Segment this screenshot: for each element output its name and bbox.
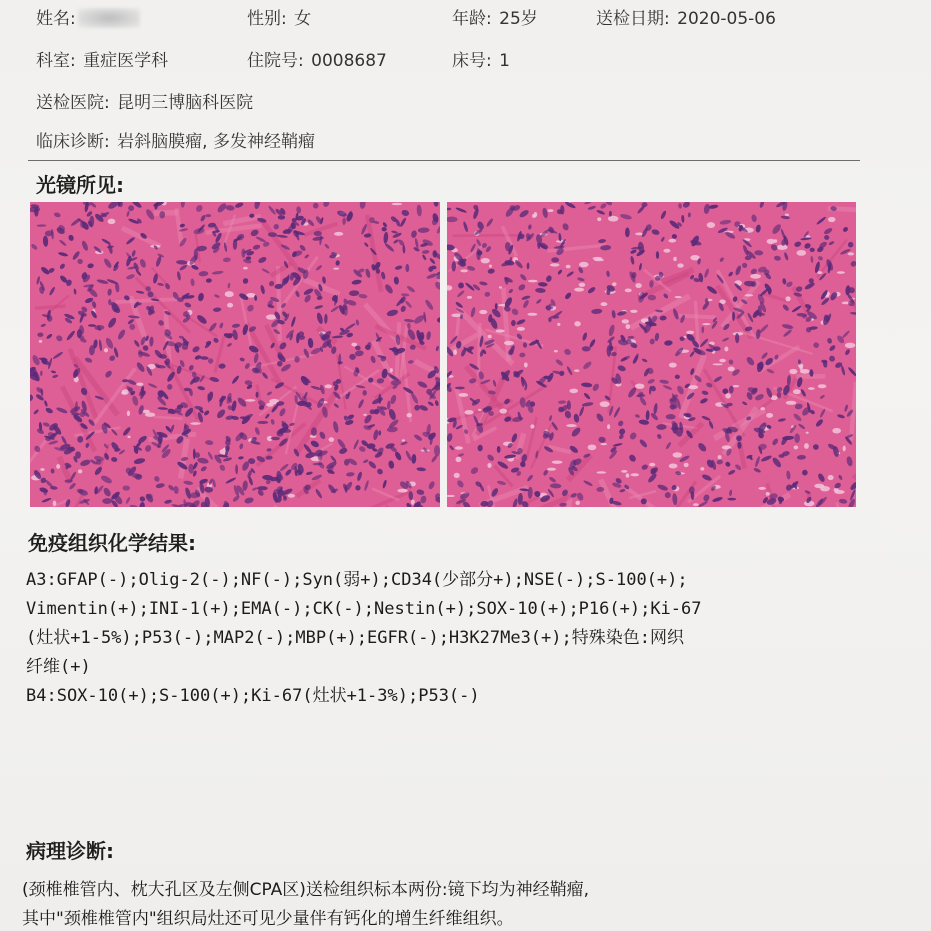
bed-number-field (452, 46, 510, 71)
clinical-diagnosis-field (36, 127, 315, 152)
department-field (36, 46, 168, 71)
diagnosis-line: (颈椎椎管内、枕大孔区及左侧CPA区)送检组织标本两份:镜下均为神经鞘瘤, (22, 880, 590, 900)
hospital-label: 送检医院: (36, 93, 110, 113)
inpatient-number-field (247, 46, 387, 71)
clinical-value: 岩斜脑膜瘤, 多发神经鞘瘤 (117, 132, 315, 152)
ihc-line: 纤维(+) (26, 657, 91, 677)
he-stain-image-1 (30, 202, 440, 507)
date-value: 2020-05-06 (677, 9, 776, 29)
bed-value: 1 (499, 51, 510, 71)
gender-field (247, 4, 311, 29)
ihc-results (26, 566, 906, 711)
micrograph-right (447, 202, 856, 507)
age-label: 年龄: (452, 9, 492, 29)
patient-name-field (36, 4, 140, 29)
diagnosis-line: 其中"颈椎椎管内"组织局灶还可见少量伴有钙化的增生纤维组织。 (22, 909, 514, 929)
clinical-label: 临床诊断: (36, 132, 110, 152)
he-stain-image-2 (447, 202, 856, 507)
redacted-name (78, 8, 140, 28)
ihc-title: 免疫组织化学结果: (28, 531, 196, 555)
hospital-field (36, 88, 253, 113)
age-field (452, 4, 538, 29)
name-label: 姓名: (36, 9, 76, 29)
age-value: 25岁 (499, 9, 538, 29)
pathology-diagnosis-title: 病理诊断: (26, 839, 114, 863)
date-label: 送检日期: (596, 9, 670, 29)
submission-date-field (596, 4, 776, 29)
header-divider (28, 160, 860, 161)
micrograph-left (30, 202, 440, 507)
pathology-diagnosis-text (22, 876, 902, 931)
hospital-value: 昆明三博脑科医院 (117, 93, 254, 113)
dept-value: 重症医学科 (83, 51, 169, 71)
ihc-line: (灶状+1-5%);P53(-);MAP2(-);MBP(+);EGFR(-);H3K27Me3(+);特殊染色:网织 (26, 628, 684, 648)
microscopy-title: 光镜所见: (36, 173, 124, 197)
ihc-line: B4:SOX-10(+);S-100(+);Ki-67(灶状+1-3%);P53(-) (26, 686, 480, 706)
inpatient-label: 住院号: (247, 51, 304, 71)
dept-label: 科室: (36, 51, 76, 71)
gender-label: 性别: (247, 9, 287, 29)
inpatient-value: 0008687 (311, 51, 387, 71)
ihc-line: A3:GFAP(-);Olig-2(-);NF(-);Syn(弱+);CD34(少部分+);NSE(-);S-100(+); (26, 570, 688, 590)
ihc-line: Vimentin(+);INI-1(+);EMA(-);CK(-);Nestin(+);SOX-10(+);P16(+);Ki-67 (26, 599, 702, 619)
bed-label: 床号: (452, 51, 492, 71)
gender-value: 女 (294, 9, 312, 29)
